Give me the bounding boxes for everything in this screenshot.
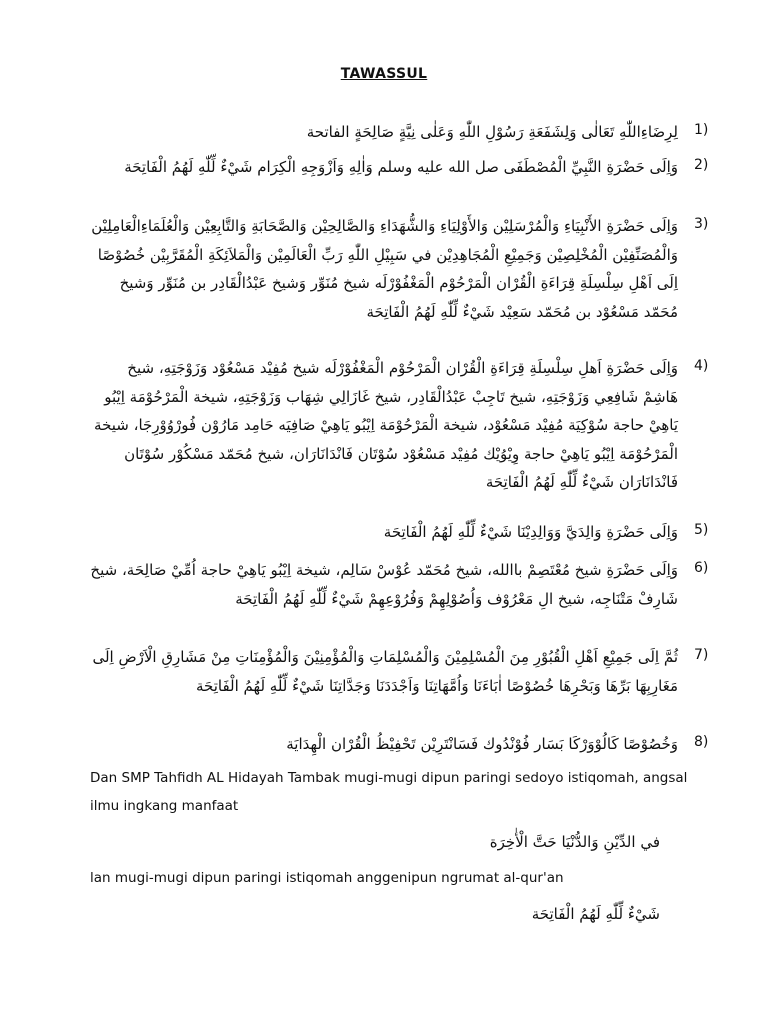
item-number: 8) <box>694 734 709 750</box>
list-item-5 <box>90 518 720 547</box>
item-text: وَاِلَى حَضْرَةِ وَالِدَيَّ وَوَالِدِيْنَا شَيْءٌ لِّلّٰهِ لَهُمُ الْفَاتِحَة <box>383 523 678 541</box>
item-text: وَاِلَى حَضْرَةِ الأَنْبِيَاءِ وَالْمُرْسَلِيْن وَالأَوْلِيَاءِ وَالشُّهَدَاءِ وَالصَّالِحِيْن وَالصَّحَابَةِ وَالتَّابِعِيْن وَالْعُلَمَاءِالْعَامِلِيْن وَالْمُصَنِّفِيْن الْمُخْلِصِيْن وَجَمِيْعِ الْمُجَاهِدِيْن في سَبِيْلِ اللّٰهِ رَبِّ الْعَالَمِيْن وَالْمَلاَئِكَةِ الْمُقَرَّبِيْن خُصُوْصًا اِلَى اَهْلِ سِلْسِلَةِ قِرَاءَةِ الْقُرْان الْمَرْحُوْم الْمَغْفُوْرْلَه شيخ مُنَوِّر وَشيخ عَبْدُالْقَادِر بن مُنَوِّر وَشيخ مُحَمّد مَسْعُوْد بن مُحَمّد سَعِيْد شَيْءٌ لِّلّٰهِ لَهُمُ الْفَاتِحَة <box>91 217 678 321</box>
list-item-6 <box>90 556 720 613</box>
list-item-7 <box>90 643 720 700</box>
item-text: وَاِلَى حَضْرَةِ شيخ مُعْتَصِمْ باالله، شيخ مُحَمّد عُوْسْ سَالِم، شيخة اِيْبُو يَاهِيْ حاجة اُمِّيْ صَالِحَة، شيخ شَارِفْ مَتْنَاجِه، شيخ الِ مَعْرُوْف وَاُصُوْلِهِمْ وَفُرُوْعِهِمْ شَيْءٌ لِّلّٰهِ لَهُمُ الْفَاتِحَة <box>90 561 678 608</box>
item-text: وَخُصُوْصًا كَالُوْوَرْكَا بَسَار فُوْنْدُوك فَسَانْتَرِيْن تَحْفِيْظُ الْقُرْان الْهِدَايَة <box>286 735 678 753</box>
item-number: 7) <box>694 647 709 663</box>
item-number: 3) <box>694 216 709 232</box>
item-text: وَاِلَى حَضْرَةِ اَهلِ سِلْسِلَةِ قِرَاءَةِ الْقُرْان الْمَرْحُوْم الْمَغْفُوْرْلَه شيخ مُفِيْد مَسْعُوْد وَزَوْجَتِهِ، شيخ هَاشِمْ شَافِعِي وَزَوْجَتِهِ، شيخ تَاجِبْ عَبْدُالْقَادِر، شيخ غَازَالِي شِهَاب وَزَوْجَتِهِ، شيخة الْمَرْحُوْمَة اِيْبُو يَاهِيْ حاجة سُوْكِيَة مُفِيْد مَسْعُوْد، شيخة الْمَرْحُوْمَة اِيْبُو يَاهِيْ صَافِيَه حَامِد مَارُوْن فُورْوُوْرِجَا، شيخة الْمَرْحُوْمَة اِيْبُو يَاهِيْ حاجة وِيْوُيْك مُفِيْد مَسْعُوْد سُوْتَان فَانْدَانَارَان، شيخ مُحَمّد مَسْكُوْر سُوْتَان فَانْدَانَارَان شَيْءٌ لِّلّٰهِ لَهُمُ الْفَاتِحَة <box>94 359 678 491</box>
item-number: 5) <box>694 522 709 538</box>
closing-paragraph-latin-1: Dan SMP Tahfidh AL Hidayah Tambak mugi-mugi dipun paringi sedoyo istiqomah, angsal ilmu ingkang manfaat <box>90 770 688 814</box>
list-item-2 <box>90 153 720 182</box>
item-text: ثُمَّ اِلَى جَمِيْعِ اَهْلِ الْقُبُوْرِ مِنَ الْمُسْلِمِيْنَ وَالْمُسْلِمَاتِ وَالْمُؤْمِنِيْنَ وَالْمُؤْمِنَاتِ مِنْ مَشَارِقِ الْاَرْضِ اِلَى مَغَارِبِهَا بَرِّهَا وَبَحْرِهَا خُصُوْصًا اٰبَاءَنَا وَاُمَّهَاتِنَا وَاَجْدَدَنَا وَجَدَّاتِنَا شَيْءٌ لِّلّٰهِ لَهُمُ الْفَاتِحَة <box>92 648 678 695</box>
closing-line-arabic-1: في الدِّيْنِ وَالدُّنْيَا حَتَّ الْأٰخِرَة <box>489 833 660 851</box>
item-number: 2) <box>694 157 709 173</box>
closing-paragraph-latin-2: lan mugi-mugi dipun paringi istiqomah anggenipun ngrumat al-qur'an <box>90 870 564 886</box>
item-number: 6) <box>694 560 709 576</box>
item-number: 4) <box>694 358 709 374</box>
list-item-1 <box>90 118 720 147</box>
list-item-4 <box>90 354 720 497</box>
item-text: لِرِضَاءِاللّٰهِ تَعَالٰى وَلِشَفَعَةِ رَسُوْلِ اللّٰهِ وَعَلٰى نِيَّةٍ صَالِحَةٍ الفاتحة <box>306 123 678 141</box>
item-number: 1) <box>694 122 709 138</box>
item-text: وَاِلَى حَضْرَةِ النَّبِيِّ الْمُصْطَفَى صل الله عليه وسلم وَاٰلِهِ وَاَزْوَجِهِ الْكِرَام شَيْءٌ لِّلّٰهِ لَهُمُ الْفَاتِحَة <box>124 158 678 176</box>
closing-line-arabic-2: شَيْءٌ لِّلّٰهِ لَهُمُ الْفَاتِحَة <box>531 905 660 923</box>
list-item-3 <box>90 212 720 326</box>
list-item-8 <box>90 730 720 759</box>
document-title: TAWASSUL <box>340 66 428 82</box>
